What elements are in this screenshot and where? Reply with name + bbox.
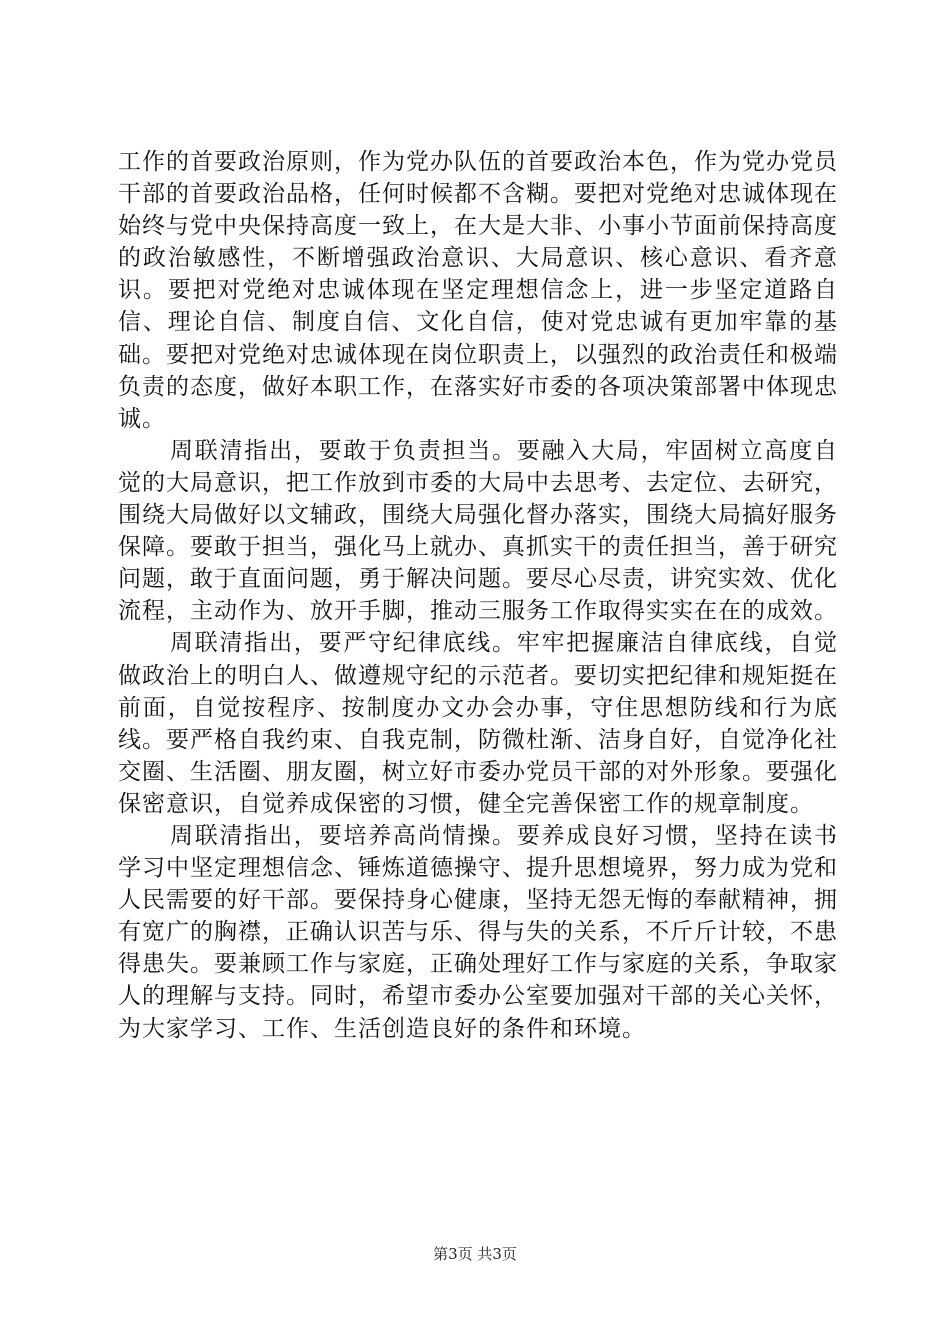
document-body xyxy=(118,146,838,1045)
paragraph-responsibility: 周联清指出，要敢于负责担当。要融入大局，牢固树立高度自觉的大局意识，把工作放到市委的大局中去思考、去定位、去研究，围绕大局做好以文辅政，围绕大局强化督办落实，围绕大局搞好服务保障。要敢于担当，强化马上就办、真抓实干的责任担当，善于研究问题，敢于直面问题，勇于解决问题。要尽心尽责，讲究实效、优化流程，主动作为、放开手脚，推动三服务工作取得实实在在的成效。 xyxy=(118,437,838,625)
paragraph-continued: 工作的首要政治原则，作为党办队伍的首要政治本色，作为党办党员干部的首要政治品格，任何时候都不含糊。要把对党绝对忠诚体现在始终与党中央保持高度一致上，在大是大非、小事小节面前保持高度的政治敏感性，不断增强政治意识、大局意识、核心意识、看齐意识。要把对党绝对忠诚体现在坚定理想信念上，进一步坚定道路自信、理论自信、制度自信、文化自信，使对党忠诚有更加牢靠的基础。要把对党绝对忠诚体现在岗位职责上，以强烈的政治责任和极端负责的态度，做好本职工作，在落实好市委的各项决策部署中体现忠诚。 xyxy=(118,149,838,432)
paragraph-sentiment: 周联清指出，要培养高尚情操。要养成良好习惯，坚持在读书学习中坚定理想信念、锤炼道德操守、提升思想境界，努力成为党和人民需要的好干部。要保持身心健康，坚持无怨无悔的奉献精神，拥有宽广的胸襟，正确认识苦与乐、得与失的关系，不斤斤计较，不患得患失。要兼顾工作与家庭，正确处理好工作与家庭的关系，争取家人的理解与支持。同时，希望市委办公室要加强对干部的关心关怀，为大家学习、工作、生活创造良好的条件和环境。 xyxy=(118,822,838,1042)
paragraph-discipline: 周联清指出，要严守纪律底线。牢牢把握廉洁自律底线，自觉做政治上的明白人、做遵规守纪的示范者。要切实把纪律和规矩挺在前面，自觉按程序、按制度办文办会办事，守住思想防线和行为底线。要严格自我约束、自我克制，防微杜渐、洁身自好，自觉净化社交圈、生活圈、朋友圈，树立好市委办党员干部的对外形象。要强化保密意识，自觉养成保密的习惯，健全完善保密工作的规章制度。 xyxy=(118,630,838,817)
page-number-footer: 第3页 共3页 xyxy=(433,1245,517,1263)
